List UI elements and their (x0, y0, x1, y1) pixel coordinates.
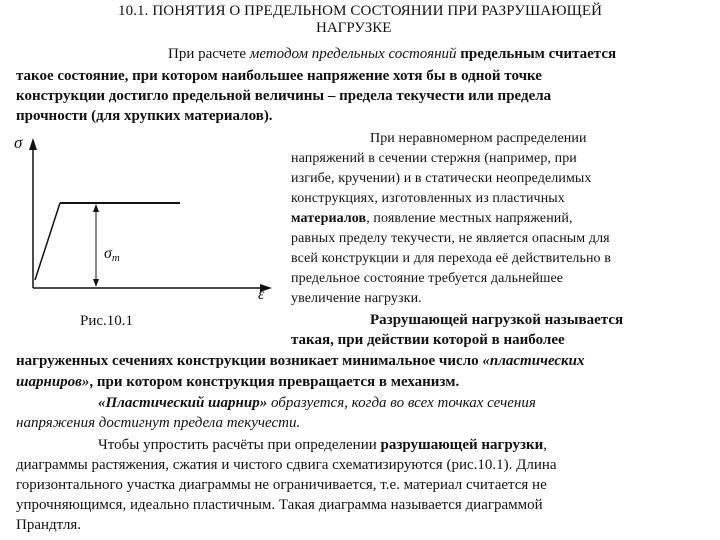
para4-line1-text: образуется, когда во всех точках сечения (267, 395, 536, 411)
para2-line1: При неравномерном распределении (370, 131, 587, 146)
para3-italic-term: «пластических (482, 353, 585, 369)
figure-caption: Рис.10.1 (80, 313, 134, 329)
para2-bold-word: материалов (291, 211, 367, 226)
sigma-t-arrow-bottom (93, 279, 99, 287)
para1-line3: конструкции достигло предельной величины – предела текучести или предела (16, 88, 552, 104)
prandtl-diagram (0, 128, 285, 308)
sigma-t-subscript: т (111, 252, 120, 264)
para5-bold-term: разрушающей нагрузки (380, 437, 544, 453)
plastic-hinge-term: «Пластический шарнир» (98, 395, 268, 411)
para5-line4: упрочняющимся, идеально пластичным. Такая диаграмма называется диаграммой (16, 497, 543, 513)
para3-line4 (16, 373, 459, 391)
para2-line5 (291, 210, 573, 228)
sigma-t-arrow-top (93, 204, 99, 212)
para1-line2: такое состояние, при котором наибольшее напряжение хотя бы в одной точке (16, 68, 542, 84)
para4-line1 (98, 394, 536, 412)
sigma-axis-label: σ (14, 133, 23, 152)
prandtl-diagram-svg (0, 128, 285, 308)
elastic-segment (35, 203, 60, 280)
para3-line1: Разрушающей нагрузкой называется (370, 312, 624, 328)
para3-line4-text: , при котором конструкция превращается в механизм. (89, 374, 460, 390)
section-title-line1: 10.1. ПОНЯТИЯ О ПРЕДЕЛЬНОМ СОСТОЯНИИ ПРИ РАЗРУШАЮЩЕЙ (118, 3, 603, 19)
sigma-t-symbol: σ (104, 245, 112, 262)
epsilon-axis-label: ε (258, 286, 265, 303)
para3-line3-text: нагруженных сечениях конструкции возникает минимальное число (16, 353, 483, 369)
para3-line3 (16, 352, 585, 370)
para1-line1 (168, 45, 616, 63)
para5-comma: , (543, 437, 548, 453)
para5-line1-text: Чтобы упростить расчёты при определении (98, 437, 381, 453)
para2-line2: напряжений в сечении стержня (например, при (291, 151, 577, 166)
para3-italic-term2: шарниров» (16, 374, 90, 390)
para1-text: При расчете (168, 46, 250, 62)
para2-line3: изгибе, кручении) и в статически неопределимых (291, 171, 592, 186)
para1-italic-term: методом предельных состояний (249, 46, 457, 62)
para4-line2: напряжения достигнут предела текучести. (16, 415, 301, 431)
sigma-axis-arrow (29, 138, 37, 150)
para5-line1 (98, 436, 547, 454)
section-title-line2: НАГРУЗКЕ (316, 20, 392, 36)
para3-line2: такая, при действии которой в наиболее (291, 332, 565, 348)
para5-line2: диаграммы растяжения, сжатия и чистого сдвига схематизируются (рис.10.1). Длина (16, 457, 557, 473)
para1-line4: прочности (для хрупких материалов). (16, 108, 273, 124)
para2-line5-rest: , появление местных напряжений, (366, 211, 573, 226)
para1-bold-term: предельным считается (456, 46, 617, 62)
para2-line7: всей конструкции и для перехода её действительно в (291, 251, 611, 266)
para2-line9: увеличение нагрузки. (291, 291, 422, 306)
para5-line3: горизонтального участка диаграммы не ограничивается, т.е. материал считается не (16, 477, 547, 493)
sigma-t-label (104, 245, 120, 264)
para5-line5: Прандтля. (16, 517, 81, 533)
para2-line8: предельное состояние требуется дальнейшее (291, 271, 564, 286)
para2-line6: равных пределу текучести, не является опасным для (291, 231, 610, 246)
para2-line4: конструкциях, изготовленных из пластичных (291, 191, 565, 206)
